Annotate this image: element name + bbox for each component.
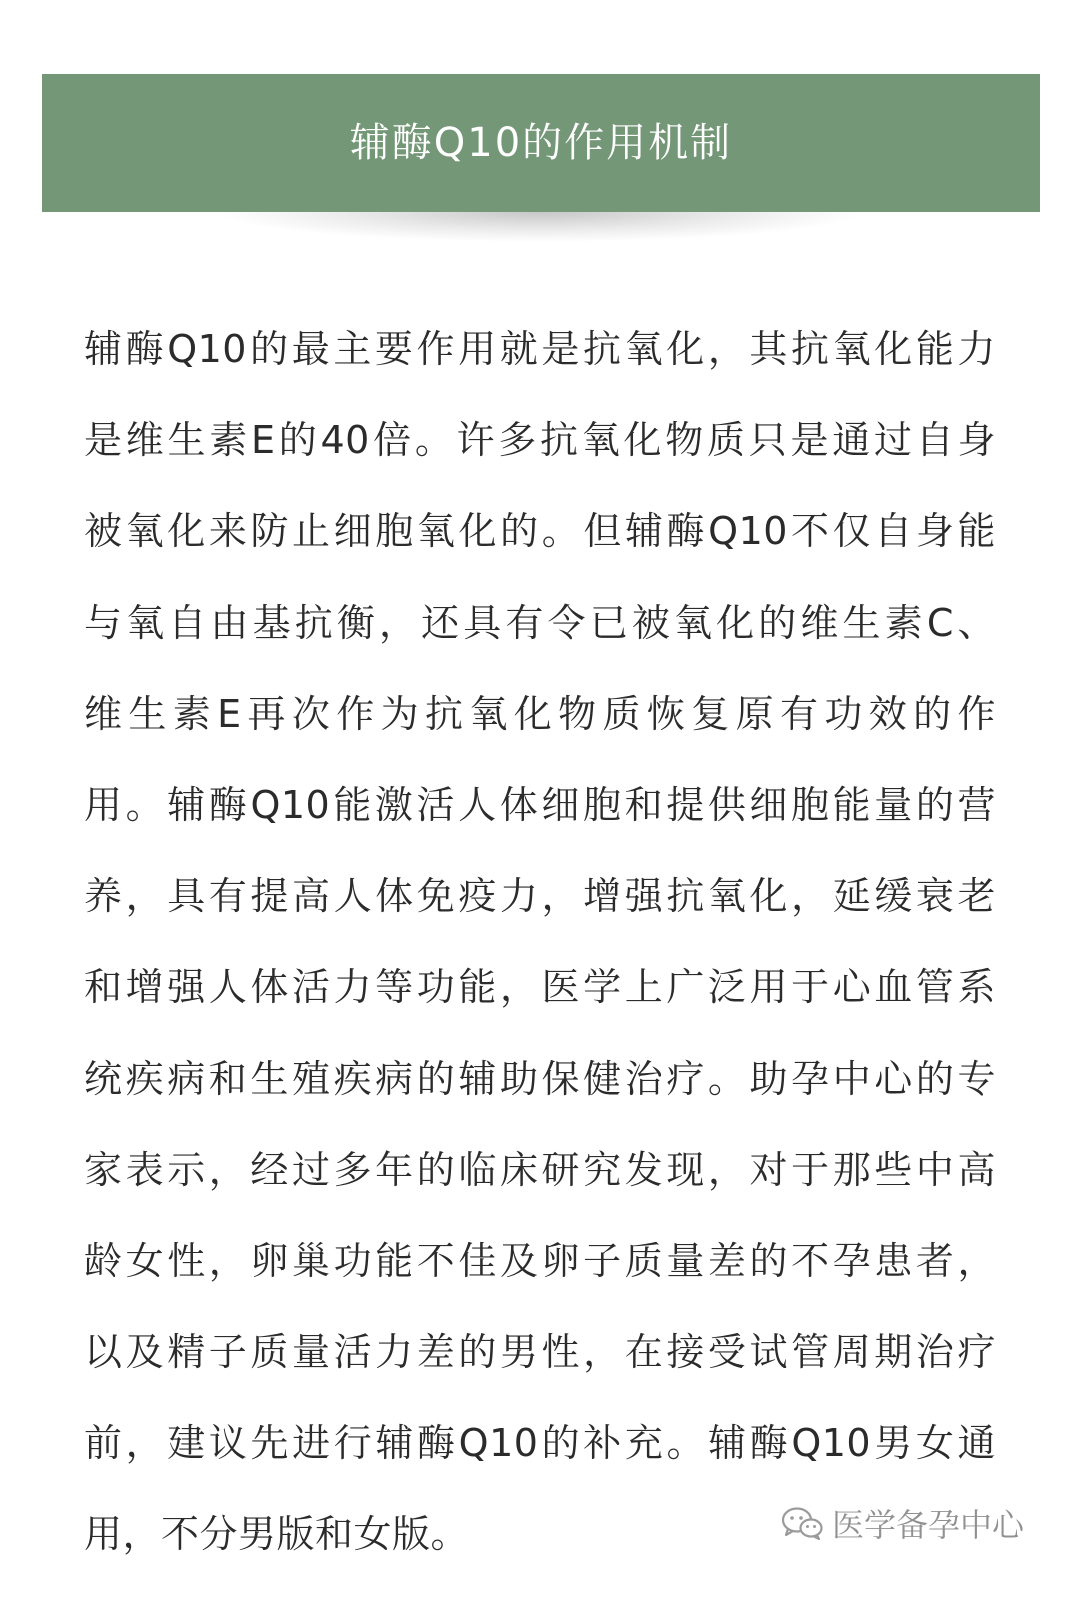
wechat-icon (780, 1505, 824, 1541)
banner-shadow (110, 212, 970, 252)
article-line: 统疾病和生殖疾病的辅助保健治疗。助孕中心的专 (84, 1056, 996, 1101)
article-line: 维生素E再次作为抗氧化物质恢复原有功效的作 (84, 691, 996, 736)
article-line: 以及精子质量活力差的男性，在接受试管周期治疗 (84, 1330, 996, 1375)
article-body (84, 304, 996, 1581)
page-title: 辅酶Q10的作用机制 (349, 120, 733, 166)
article-line: 家表示，经过多年的临床研究发现，对于那些中高 (84, 1147, 996, 1192)
article-line: 用。辅酶Q10能激活人体细胞和提供细胞能量的营 (84, 782, 996, 827)
article-line: 龄女性，卵巢功能不佳及卵子质量差的不孕患者， (84, 1238, 996, 1283)
watermark-text: 医学备孕中心 (831, 1506, 1024, 1544)
title-banner (42, 74, 1040, 212)
article-line: 是维生素E的40倍。许多抗氧化物质只是通过自身 (84, 418, 996, 463)
article-line: 被氧化来防止细胞氧化的。但辅酶Q10不仅自身能 (84, 509, 996, 554)
article-line: 和增强人体活力等功能，医学上广泛用于心血管系 (84, 965, 996, 1010)
article-line: 养，具有提高人体免疫力，增强抗氧化，延缓衰老 (84, 874, 996, 919)
watermark (780, 1500, 1024, 1546)
article-line: 辅酶Q10的最主要作用就是抗氧化，其抗氧化能力 (84, 327, 996, 371)
article-line: 用，不分男版和女版。 (84, 1512, 470, 1557)
article-line: 前，建议先进行辅酶Q10的补充。辅酶Q10男女通 (84, 1421, 996, 1466)
article-line: 与氧自由基抗衡，还具有令已被氧化的维生素C、 (84, 600, 996, 645)
